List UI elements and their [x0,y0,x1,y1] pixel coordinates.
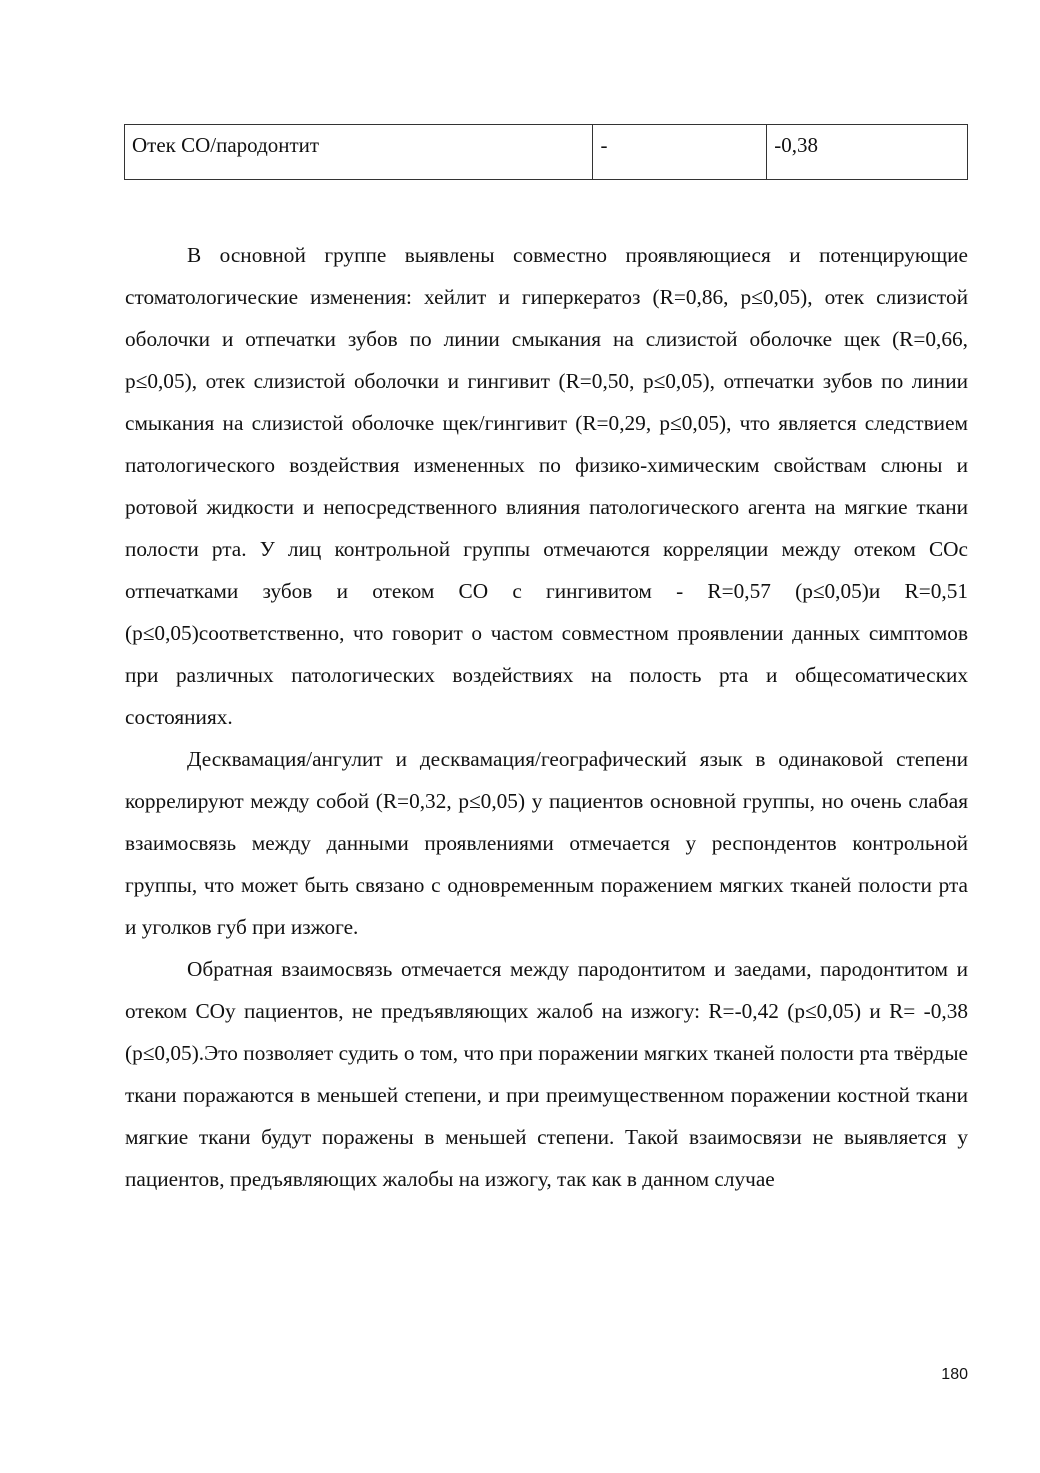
paragraph: В основной группе выявлены совместно проявляющиеся и потенцирующие стоматологические изменения: хейлит и гиперкератоз (R=0,86, p≤0,05), отек слизистой оболочки и отпечатки зубов по линии смыкания на слизистой оболочке щек (R=0,66, p≤0,05), отек слизистой оболочки и гингивит (R=0,50, p≤0,05), отпечатки зубов по линии смыкания на слизистой оболочке щек/гингивит (R=0,29, p≤0,05), что является следствием патологического воздействия измененных по физико-химическим свойствам слюны и ротовой жидкости и непосредственного влияния патологического агента на мягкие ткани полости рта. У лиц контрольной группы отмечаются корреляции между отеком СОс отпечатками зубов и отеком СО с гингивитом - R=0,57 (p≤0,05)и R=0,51 (p≤0,05)соответственно, что говорит о частом совместном проявлении данных симптомов при различных патологических воздействиях на полость рта и общесоматических состояниях. [125,243,968,729]
correlation-table [124,124,968,180]
table-row [125,125,968,180]
table-cell-value: -0,38 [767,125,968,180]
table-cell-value: - [593,125,767,180]
paragraph: Обратная взаимосвязь отмечается между пародонтитом и заедами, пародонтитом и отеком СОу пациентов, не предъявляющих жалоб на изжогу: R=-0,42 (p≤0,05) и R= -0,38 (p≤0,05).Это позволяет судить о том, что при поражении мягких тканей полости рта твёрдые ткани поражаются в меньшей степени, и при преимущественном поражении костной ткани мягкие ткани будут поражены в меньшей степени. Такой взаимосвязи не выявляется у пациентов, предъявляющих жалобы на изжогу, так как в данном случае [125,957,968,1191]
paragraph: Десквамация/ангулит и десквамация/географический язык в одинаковой степени коррелируют между собой (R=0,32, p≤0,05) у пациентов основной группы, но очень слабая взаимосвязь между данными проявлениями отмечается у респондентов контрольной группы, что может быть связано с одновременным поражением мягких тканей полости рта и уголков губ при изжоге. [125,747,968,939]
body-text [125,234,968,1200]
page-number: 180 [941,1366,968,1383]
table-cell-label: Отек СО/пародонтит [125,125,593,180]
